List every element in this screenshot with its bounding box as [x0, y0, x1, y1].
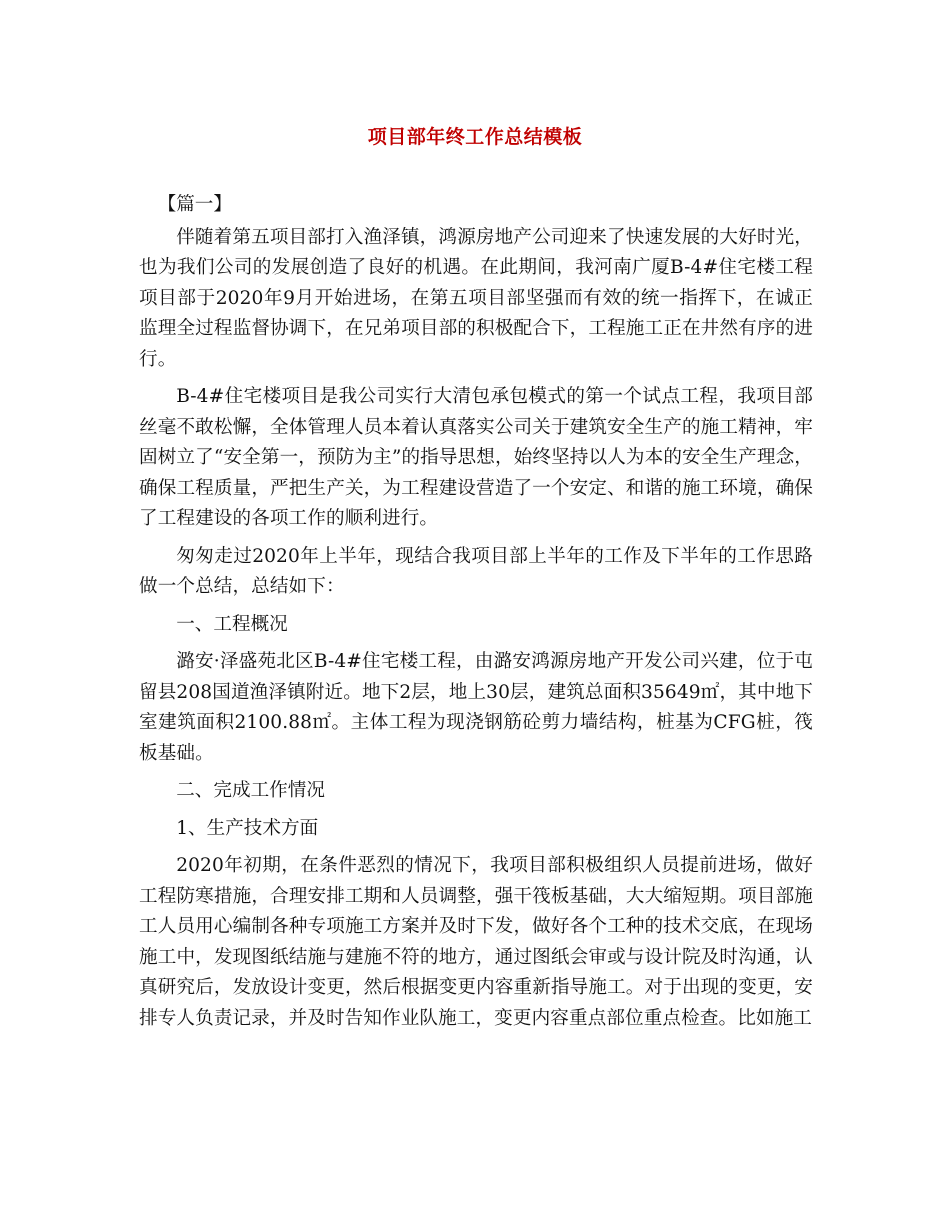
paragraph-4: 潞安·泽盛苑北区B-4#住宅楼工程，由潞安鸿源房地产开发公司兴建，位于屯留县208国道渔泽镇附近。地下2层，地上30层，建筑总面积35649㎡，其中地下室建筑面积2100.88㎡。主体工程为现浇钢筋砼剪力墙结构，桩基为CFG桩，筏板基础。	[139, 651, 813, 764]
section-heading-overview: 一、工程概况	[176, 613, 288, 635]
document-title: 项目部年终工作总结模板	[367, 126, 583, 148]
part-label: 【篇一】	[157, 194, 232, 215]
section-heading-completed-work: 二、完成工作情况	[176, 780, 325, 801]
document-body	[139, 190, 813, 1034]
paragraph-5: 2020年初期，在条件恶烈的情况下，我项目部积极组织人员提前进场，做好工程防寒措施，合理安排工期和人员调整，强干筏板基础，大大缩短期。项目部施工人员用心编制各种专项施工方案并及时下发，做好各个工种的技术交底，在现场施工中，发现图纸结施与建施不符的地方，通过图纸会审或与设计院及时沟通，认真研究后，发放设计变更，然后根据变更内容重新指导施工。对于出现的变更，安排专人负责记录，并及时告知作业队施工，变更内容重点部位重点检查。比如施工	[139, 855, 813, 1029]
paragraph-2: B-4#住宅楼项目是我公司实行大清包承包模式的第一个试点工程，我项目部丝毫不敢松懈，全体管理人员本着认真落实公司关于建筑安全生产的施工精神，牢固树立了“安全第一，预防为主”的指导思想，始终坚持以人为本的安全生产理念，确保工程质量，严把生产关，为工程建设营造了一个安定、和谐的施工环境，确保了工程建设的各项工作的顺利进行。	[139, 386, 813, 529]
section-heading-production-tech: 1、生产技术方面	[176, 817, 319, 839]
paragraph-1: 伴随着第五项目部打入渔泽镇，鸿源房地产公司迎来了快速发展的大好时光，也为我们公司的发展创造了良好的机遇。在此期间，我河南广厦B-4#住宅楼工程项目部于2020年9月开始进场，在第五项目部坚强而有效的统一指挥下，在诚正监理全过程监督协调下，在兄弟项目部的积极配合下，工程施工正在井然有序的进行。	[139, 226, 813, 370]
paragraph-3: 匆匆走过2020年上半年，现结合我项目部上半年的工作及下半年的工作思路做一个总结，总结如下：	[139, 545, 813, 597]
